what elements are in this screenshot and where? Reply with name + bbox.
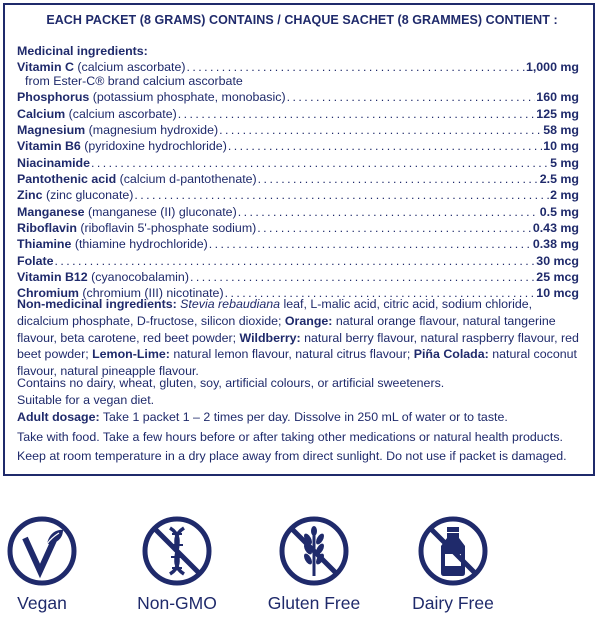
leader-dots bbox=[228, 138, 542, 154]
ingredient-row bbox=[17, 253, 579, 269]
ingredient-name: Vitamin C bbox=[17, 60, 74, 74]
ingredient-name: Vitamin B6 bbox=[17, 139, 81, 154]
ingredient-source: (manganese (II) gluconate) bbox=[87, 204, 237, 219]
diet-badges bbox=[0, 516, 600, 623]
ingredient-amount: 30 mcg bbox=[536, 253, 579, 268]
ingredient-source: (riboflavin 5'-phosphate sodium) bbox=[80, 221, 257, 236]
wheat-no-icon bbox=[279, 516, 349, 586]
ingredient-amount: 125 mg bbox=[536, 106, 579, 121]
ingredient-amount: 58 mg bbox=[543, 123, 579, 138]
ingredient-row bbox=[17, 204, 579, 220]
badge-non-gmo bbox=[122, 516, 232, 614]
ingredient-source: (pyridoxine hydrochloride) bbox=[84, 139, 227, 154]
ingredient-row bbox=[17, 106, 579, 122]
vitamin-c-note: from Ester-C® brand calcium ascorbate bbox=[25, 74, 243, 89]
ingredient-amount: 2 mg bbox=[550, 188, 579, 203]
vegan-diet-note: Suitable for a vegan diet. bbox=[17, 392, 155, 407]
badge-label: Vegan bbox=[17, 593, 67, 613]
milk-bottle-no-icon bbox=[418, 516, 488, 586]
badge-vegan bbox=[0, 516, 97, 614]
ingredient-source: (thiamine hydrochloride) bbox=[74, 237, 208, 252]
ingredient-row bbox=[17, 122, 579, 138]
medicinal-ingredients-title: Medicinal ingredients: bbox=[17, 44, 148, 58]
ingredient-row bbox=[17, 269, 579, 285]
ingredient-amount: 1,000 mg bbox=[525, 60, 579, 74]
leader-dots bbox=[55, 253, 536, 269]
ingredient-name: Pantothenic acid bbox=[17, 172, 117, 187]
ingredient-row bbox=[17, 236, 579, 252]
ingredient-name: Calcium bbox=[17, 106, 66, 121]
leader-dots bbox=[178, 106, 536, 122]
ingredient-row bbox=[17, 220, 579, 236]
ingredient-row bbox=[17, 89, 579, 105]
ingredient-name: Riboflavin bbox=[17, 221, 77, 236]
ingredient-row bbox=[17, 59, 579, 75]
dna-no-icon bbox=[142, 516, 212, 586]
ingredient-name: Chromium bbox=[17, 286, 79, 301]
ingredient-name: Phosphorus bbox=[17, 90, 90, 105]
ingredient-row bbox=[17, 187, 579, 203]
ingredient-name: Magnesium bbox=[17, 123, 86, 138]
panel-header: EACH PACKET (8 GRAMS) CONTAINS / CHAQUE SACHET (8 GRAMMES) CONTIENT : bbox=[46, 13, 558, 27]
ingredient-source: (chromium (III) nicotinate) bbox=[82, 286, 224, 301]
ingredient-amount: 0.43 mg bbox=[532, 221, 579, 236]
badge-label: Non-GMO bbox=[137, 593, 217, 613]
ingredient-amount: 160 mg bbox=[536, 90, 579, 105]
leader-dots bbox=[134, 187, 549, 203]
ingredient-amount: 2.5 mg bbox=[539, 172, 579, 187]
ingredient-source: (cyanocobalamin) bbox=[91, 270, 189, 285]
ingredient-name: Thiamine bbox=[17, 237, 72, 252]
allergen-statement: Contains no dairy, wheat, gluten, soy, artificial colours, or artificial sweeteners. Suitable for a vegan diet. bbox=[17, 375, 583, 409]
leader-dots bbox=[187, 59, 525, 75]
leader-dots bbox=[209, 236, 532, 252]
leader-dots bbox=[238, 204, 539, 220]
adult-dosage: Adult dosage: Take 1 packet 1 – 2 times per day. Dissolve in 250 mL of water or to taste. bbox=[17, 410, 508, 424]
ingredient-amount: 0.38 mg bbox=[532, 237, 579, 252]
ingredient-amount: 0.5 mg bbox=[539, 204, 579, 219]
ingredient-source: (magnesium hydroxide) bbox=[88, 123, 219, 138]
medicinal-ingredients-list bbox=[17, 44, 579, 302]
ingredient-source: (calcium ascorbate) bbox=[68, 106, 177, 121]
vegan-v-leaf-icon bbox=[7, 516, 77, 586]
non-medicinal-ingredients: Non-medicinal ingredients: Stevia rebaudiana leaf, L-malic acid, citric acid, sodium chloride, dicalcium phosphate, D-fructose, silicon dioxide; Orange: natural orange flavour, natural tangerine flavour, beta carotene, red beet powder; Wildberry: natural berry flavour, natural raspberry flavour, red beet powder; Lemon-Lime: natural lemon flavour, natural citrus flavour; Piña Colada: natural coconut flavour, natural pineapple flavour. bbox=[17, 297, 579, 379]
ingredient-row bbox=[17, 138, 579, 154]
ingredient-name: Manganese bbox=[17, 204, 85, 219]
badge-gluten-free bbox=[259, 516, 369, 614]
badge-label: Dairy Free bbox=[412, 593, 494, 613]
leader-dots bbox=[258, 171, 539, 187]
ingredient-row bbox=[17, 155, 579, 171]
ingredient-amount: 5 mg bbox=[550, 155, 579, 170]
storage-note: Keep at room temperature in a dry place away from direct sunlight. Do not use if packet is damaged. bbox=[17, 449, 567, 463]
ingredient-source: (potassium phosphate, monobasic) bbox=[92, 90, 286, 105]
ingredient-name: Vitamin B12 bbox=[17, 270, 88, 285]
ingredient-amount: 10 mcg bbox=[536, 286, 579, 301]
ingredient-amount: 10 mg bbox=[543, 139, 579, 154]
take-with-food-note: Take with food. Take a few hours before or after taking other medications or natural health products. bbox=[17, 430, 563, 444]
badge-dairy-free bbox=[398, 516, 508, 614]
leader-dots bbox=[257, 220, 532, 236]
ingredient-source: (zinc gluconate) bbox=[45, 188, 134, 203]
leader-dots bbox=[287, 89, 536, 105]
leader-dots bbox=[190, 269, 535, 285]
ingredient-name: Niacinamide bbox=[17, 155, 90, 170]
ingredient-name: Zinc bbox=[17, 188, 43, 203]
ingredient-row bbox=[17, 171, 579, 187]
leader-dots bbox=[91, 155, 549, 171]
leader-dots bbox=[219, 122, 542, 138]
ingredient-name: Folate bbox=[17, 253, 54, 268]
badge-label: Gluten Free bbox=[267, 593, 361, 613]
ingredient-source: (calcium d-pantothenate) bbox=[119, 172, 257, 187]
ingredient-source: (calcium ascorbate) bbox=[77, 60, 186, 74]
ingredient-amount: 25 mcg bbox=[536, 270, 579, 285]
